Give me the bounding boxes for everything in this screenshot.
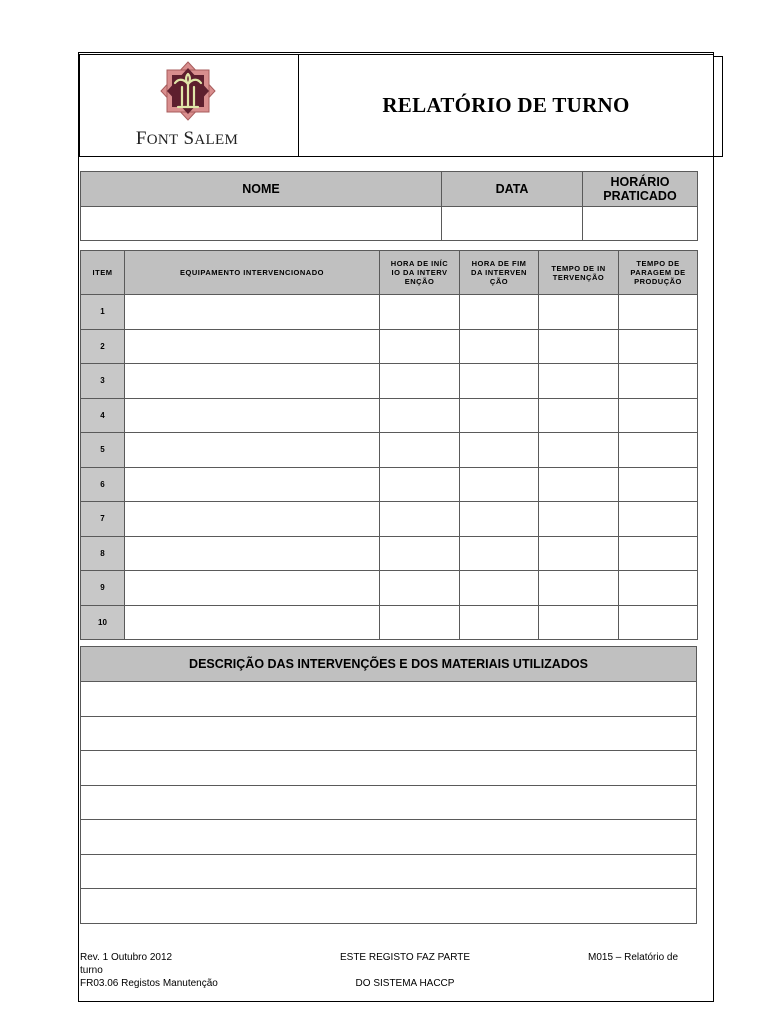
description-line <box>81 716 697 751</box>
title-cell <box>298 54 714 157</box>
hora-fim-cell[interactable] <box>460 295 539 330</box>
hora-fim-cell[interactable] <box>460 605 539 640</box>
footer-rev-block <box>80 951 330 990</box>
hora-fim-cell[interactable] <box>460 433 539 468</box>
table-row <box>81 433 698 468</box>
brand-name: FONT SALEM <box>135 128 239 149</box>
nome-field[interactable] <box>81 207 442 241</box>
table-row <box>81 295 698 330</box>
item-number: 6 <box>81 467 125 502</box>
equipamento-cell[interactable] <box>125 364 380 399</box>
tempo-paragem-cell[interactable] <box>619 467 698 502</box>
font-salem-logo-icon <box>150 60 226 126</box>
tempo-intervencao-cell[interactable] <box>539 329 619 364</box>
item-number: 10 <box>81 605 125 640</box>
tempo-paragem-cell[interactable] <box>619 433 698 468</box>
hora-inicio-cell[interactable] <box>380 536 460 571</box>
table-row <box>81 329 698 364</box>
description-line <box>81 889 697 924</box>
tempo-intervencao-cell[interactable] <box>539 295 619 330</box>
description-line <box>81 820 697 855</box>
column-header-horario: HORÁRIO PRATICADO <box>583 172 698 207</box>
hora-fim-cell[interactable] <box>460 398 539 433</box>
tempo-intervencao-cell[interactable] <box>539 571 619 606</box>
column-header-tempo-paragem: TEMPO DE PARAGEM DE PRODUÇÃO <box>619 251 698 295</box>
item-number: 2 <box>81 329 125 364</box>
info-table <box>80 171 698 241</box>
tempo-paragem-cell[interactable] <box>619 295 698 330</box>
column-header-nome: NOME <box>81 172 442 207</box>
equipamento-cell[interactable] <box>125 295 380 330</box>
description-table <box>80 646 697 924</box>
table-row <box>81 364 698 399</box>
tempo-paragem-cell[interactable] <box>619 364 698 399</box>
footer-rev: Rev. 1 Outubro 2012 <box>80 952 173 963</box>
column-header-hora-inicio: HORA DE INÍCIO DA INTERVENÇÃO <box>380 251 460 295</box>
tempo-paragem-cell[interactable] <box>619 536 698 571</box>
footer-note-2: DO SISTEMA HACCP <box>355 978 455 989</box>
page-title: RELATÓRIO DE TURNO <box>382 93 630 117</box>
hora-inicio-cell[interactable] <box>380 329 460 364</box>
hora-fim-cell[interactable] <box>460 571 539 606</box>
item-number: 4 <box>81 398 125 433</box>
table-row <box>81 502 698 537</box>
item-number: 1 <box>81 295 125 330</box>
footer-note-block <box>330 951 480 990</box>
description-line <box>81 785 697 820</box>
item-number: 9 <box>81 571 125 606</box>
hora-fim-cell[interactable] <box>460 329 539 364</box>
description-line <box>81 682 697 717</box>
description-field[interactable] <box>81 682 697 717</box>
table-row <box>81 536 698 571</box>
table-row <box>81 467 698 502</box>
tempo-intervencao-cell[interactable] <box>539 502 619 537</box>
description-field[interactable] <box>81 751 697 786</box>
horario-field[interactable] <box>583 207 698 241</box>
hora-fim-cell[interactable] <box>460 502 539 537</box>
hora-inicio-cell[interactable] <box>380 605 460 640</box>
hora-inicio-cell[interactable] <box>380 502 460 537</box>
equipamento-cell[interactable] <box>125 433 380 468</box>
hora-inicio-cell[interactable] <box>380 398 460 433</box>
description-field[interactable] <box>81 716 697 751</box>
description-field[interactable] <box>81 889 697 924</box>
item-number: 3 <box>81 364 125 399</box>
description-line <box>81 854 697 889</box>
tempo-paragem-cell[interactable] <box>619 398 698 433</box>
hora-fim-cell[interactable] <box>460 467 539 502</box>
footer-form-ref: M015 – Relatório de <box>588 952 679 963</box>
hora-inicio-cell[interactable] <box>380 433 460 468</box>
equipamento-cell[interactable] <box>125 398 380 433</box>
tempo-intervencao-cell[interactable] <box>539 433 619 468</box>
tempo-intervencao-cell[interactable] <box>539 398 619 433</box>
column-header-tempo-intervencao: TEMPO DE INTERVENÇÃO <box>539 251 619 295</box>
equipamento-cell[interactable] <box>125 329 380 364</box>
tempo-paragem-cell[interactable] <box>619 329 698 364</box>
footer-registo: FR03.06 Registos Manutenção <box>80 978 218 989</box>
tempo-intervencao-cell[interactable] <box>539 364 619 399</box>
description-header: DESCRIÇÃO DAS INTERVENÇÕES E DOS MATERIAIS UTILIZADOS <box>81 647 697 682</box>
tempo-intervencao-cell[interactable] <box>539 536 619 571</box>
equipamento-cell[interactable] <box>125 605 380 640</box>
item-number: 5 <box>81 433 125 468</box>
description-field[interactable] <box>81 854 697 889</box>
column-header-data: DATA <box>442 172 583 207</box>
item-number: 7 <box>81 502 125 537</box>
footer-rev-cont: turno <box>80 965 103 976</box>
column-header-equipamento: EQUIPAMENTO INTERVENCIONADO <box>125 251 380 295</box>
column-header-hora-fim: HORA DE FIM DA INTERVENÇÃO <box>460 251 539 295</box>
hora-fim-cell[interactable] <box>460 536 539 571</box>
description-field[interactable] <box>81 785 697 820</box>
hora-inicio-cell[interactable] <box>380 295 460 330</box>
item-number: 8 <box>81 536 125 571</box>
table-row <box>81 571 698 606</box>
hora-inicio-cell[interactable] <box>380 571 460 606</box>
description-field[interactable] <box>81 820 697 855</box>
tempo-paragem-cell[interactable] <box>619 502 698 537</box>
equipamento-cell[interactable] <box>125 536 380 571</box>
description-line <box>81 751 697 786</box>
data-field[interactable] <box>442 207 583 241</box>
column-header-item: ITEM <box>81 251 125 295</box>
equipamento-cell[interactable] <box>125 502 380 537</box>
items-table <box>80 250 698 640</box>
table-row <box>81 398 698 433</box>
equipamento-cell[interactable] <box>125 571 380 606</box>
hora-fim-cell[interactable] <box>460 364 539 399</box>
tempo-intervencao-cell[interactable] <box>539 467 619 502</box>
tempo-paragem-cell[interactable] <box>619 605 698 640</box>
tempo-intervencao-cell[interactable] <box>539 605 619 640</box>
footer-note-1: ESTE REGISTO FAZ PARTE <box>339 952 471 963</box>
equipamento-cell[interactable] <box>125 467 380 502</box>
hora-inicio-cell[interactable] <box>380 467 460 502</box>
hora-inicio-cell[interactable] <box>380 364 460 399</box>
tempo-paragem-cell[interactable] <box>619 571 698 606</box>
table-row <box>81 605 698 640</box>
